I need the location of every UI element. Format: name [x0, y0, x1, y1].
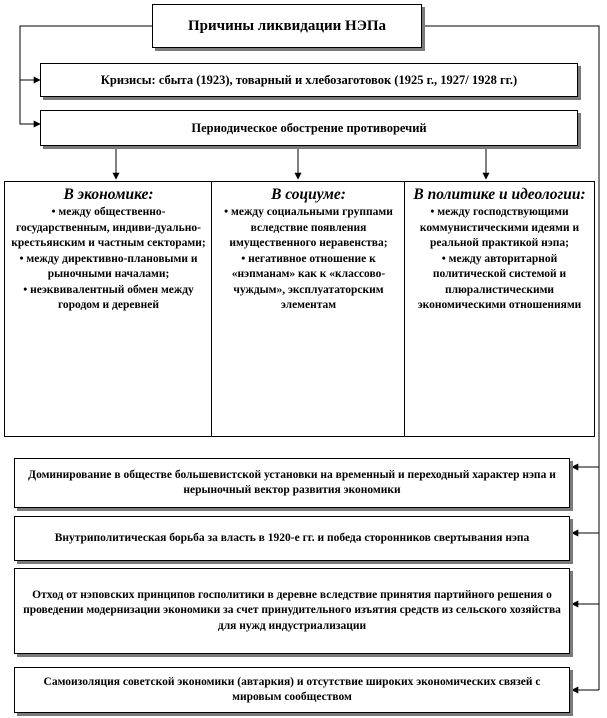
politics-heading: В политике и идеологии:: [413, 186, 586, 203]
factor-text: Самоизоляция советской экономики (автаркия) и отсутствие широких экономических связей с мировым сообществом: [43, 675, 541, 703]
society-item: • между социальными группами вследствие появления имущественного неравенства;: [224, 206, 393, 249]
economy-item: • неэквивалентный обмен между городом и деревней: [23, 283, 194, 311]
economy-heading: В экономике:: [63, 186, 154, 203]
factor-box-4: [14, 667, 570, 713]
society-heading: В социуме:: [271, 186, 346, 203]
economy-item: • между общественно-государственным, индиви-дуально-крестьянским и частным секторами;: [11, 206, 206, 249]
factor-box-1: [14, 458, 570, 508]
factor-text: Отход от нэповских принципов госполитики в деревне вследствие принятия партийного решения о проведении модернизации экономики за счет принудительного изъятия средств из сельского хозяйства для нужд индустриализации: [23, 588, 561, 632]
factor-box-2: [14, 516, 570, 561]
politics-column: [404, 181, 595, 437]
society-item: • негативное отношение к «нэпманам» как к «классово- чуждым», эксплуататорским элементам: [231, 252, 386, 311]
politics-item: • между господствующими коммунистическими идеями и реальной практикой нэпа;: [419, 206, 580, 249]
crisis-box: [40, 63, 578, 97]
crisis-text: Кризисы: сбыта (1923), товарный и хлебозаготовок (1925 г., 1927/ 1928 гг.): [100, 72, 518, 87]
factor-text: Доминирование в обществе большевистской установки на временный и переходный характер нэпа и нерыночный вектор развития экономики: [28, 468, 556, 496]
economy-item: • между директивно-плановыми и рыночными началами;: [19, 252, 198, 280]
factor-text: Внутриполитическая борьба за власть в 1920-е гг. и победа сторонников свертывания нэпа: [54, 531, 530, 544]
diagram-title: Причины ликвидации НЭПа: [187, 17, 387, 34]
economy-list: [11, 205, 206, 314]
contradictions-box: [40, 110, 578, 146]
title-box: [152, 4, 422, 48]
contradictions-text: Периодическое обострение противоречий: [191, 120, 427, 135]
factor-box-3: [14, 568, 570, 654]
society-column: [211, 181, 405, 437]
society-list: [218, 205, 399, 314]
politics-list: [411, 205, 588, 314]
politics-item: • между авторитарной политической системой и плюралистическими экономическими отношениями: [417, 252, 582, 311]
economy-column: [4, 181, 212, 437]
